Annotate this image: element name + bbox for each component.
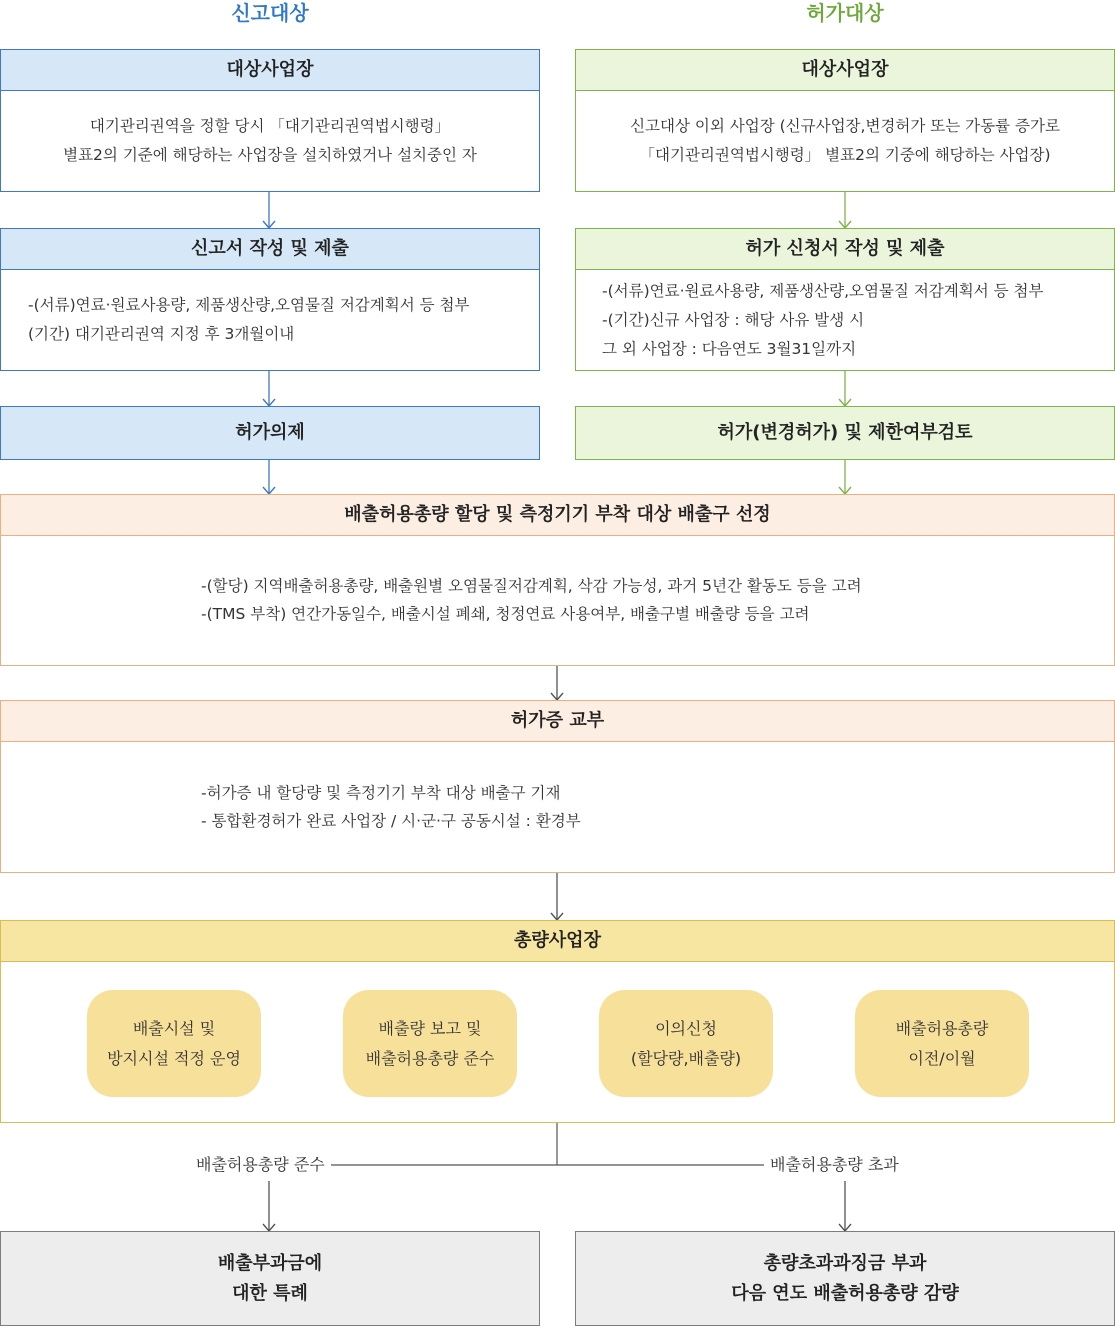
- right-target-box: [575, 49, 1115, 192]
- left-target-line-1: 대기관리권역을 정할 당시 「대기관리권역법시행령」: [89, 117, 451, 135]
- total-item-transfer-line-1: 배출허용총량: [895, 1018, 989, 1038]
- right-target-line-2: 「대기관리권역법시행령」 별표2의 기중에 해당하는 사업장): [639, 146, 1051, 164]
- left-column-title: 신고대상: [231, 1, 309, 25]
- permit-line-2: - 통합환경허가 완료 사업장 / 시·군·구 공동시설 : 환경부: [201, 812, 581, 830]
- left-target-line-2: 별표2의 기준에 해당하는 사업장을 설치하였거나 설치중인 자: [63, 146, 477, 164]
- left-target-title: 대상사업장: [1, 50, 539, 91]
- total-item-report-line-1: 배출량 보고 및: [378, 1018, 482, 1038]
- total-item-transfer-line-2: 이전/이월: [908, 1048, 976, 1068]
- allocation-box: [0, 494, 1115, 666]
- total-item-operation-line-1: 배출시설 및: [132, 1018, 216, 1038]
- branch-label-comply: 배출허용총량 준수: [190, 1152, 331, 1178]
- total-item-objection-line-1: 이의신청: [655, 1018, 717, 1038]
- right-result-box: [575, 406, 1115, 460]
- right-target-line-1: 신고대상 이외 사업장 (신규사업장,변경허가 또는 가동률 증가로: [630, 117, 1060, 135]
- result-exceed-box: [575, 1231, 1115, 1326]
- total-item-objection-line-2: (할당량,배출량): [630, 1048, 742, 1068]
- result-comply-box: [0, 1231, 540, 1326]
- right-column-title: 허가대상: [806, 1, 884, 25]
- result-comply-line-2: 대한 특례: [232, 1282, 308, 1304]
- branch-label-exceed: 배출허용총량 초과: [764, 1152, 905, 1178]
- total-item-report: [343, 990, 517, 1097]
- total-item-report-line-2: 배출허용총량 준수: [365, 1048, 495, 1068]
- left-submit-box: [0, 228, 540, 371]
- left-result-label: 허가의제: [235, 422, 305, 443]
- allocation-line-1: -(할당) 지역배출허용총량, 배출원별 오염물질저감계획, 삭감 가능성, 과거 5년간 활동도 등을 고려: [201, 577, 862, 595]
- total-site-title: 총량사업장: [1, 921, 1114, 962]
- permit-title: 허가증 교부: [1, 701, 1114, 742]
- left-submit-line-1: -(서류)연료·원료사용량, 제품생산량,오염물질 저감계획서 등 첨부: [28, 296, 470, 314]
- left-result-box: [0, 406, 540, 460]
- right-submit-line-2: -(기간)신규 사업장 : 해당 사유 발생 시: [602, 311, 865, 329]
- result-exceed-line-2: 다음 연도 배출허용총량 감량: [731, 1282, 959, 1304]
- result-exceed-line-1: 총량초과과징금 부과: [763, 1252, 927, 1274]
- total-item-objection: [599, 990, 773, 1097]
- permit-box: [0, 700, 1115, 873]
- right-submit-box: [575, 228, 1115, 371]
- right-target-title: 대상사업장: [576, 50, 1114, 91]
- right-submit-title: 허가 신청서 작성 및 제출: [576, 229, 1114, 270]
- right-submit-line-3: 그 외 사업장 : 다음연도 3월31일까지: [602, 340, 857, 358]
- left-submit-line-2: (기간) 대기관리권역 지정 후 3개월이내: [28, 325, 295, 343]
- right-submit-line-1: -(서류)연료·원료사용량, 제품생산량,오염물질 저감계획서 등 첨부: [602, 282, 1044, 300]
- allocation-title: 배출허용총량 할당 및 측정기기 부착 대상 배출구 선정: [1, 495, 1114, 536]
- permit-line-1: -허가증 내 할당량 및 측정기기 부착 대상 배출구 기재: [201, 784, 561, 802]
- result-comply-line-1: 배출부과금에: [217, 1252, 323, 1274]
- total-item-transfer: [855, 990, 1029, 1097]
- allocation-line-2: -(TMS 부착) 연간가동일수, 배출시설 폐쇄, 청정연료 사용여부, 배출구별 배출량 등을 고려: [201, 605, 810, 623]
- total-item-operation: [87, 990, 261, 1097]
- total-item-operation-line-2: 방지시설 적정 운영: [107, 1048, 241, 1068]
- left-submit-title: 신고서 작성 및 제출: [1, 229, 539, 270]
- left-target-box: [0, 49, 540, 192]
- right-result-label: 허가(변경허가) 및 제한여부검토: [717, 422, 973, 443]
